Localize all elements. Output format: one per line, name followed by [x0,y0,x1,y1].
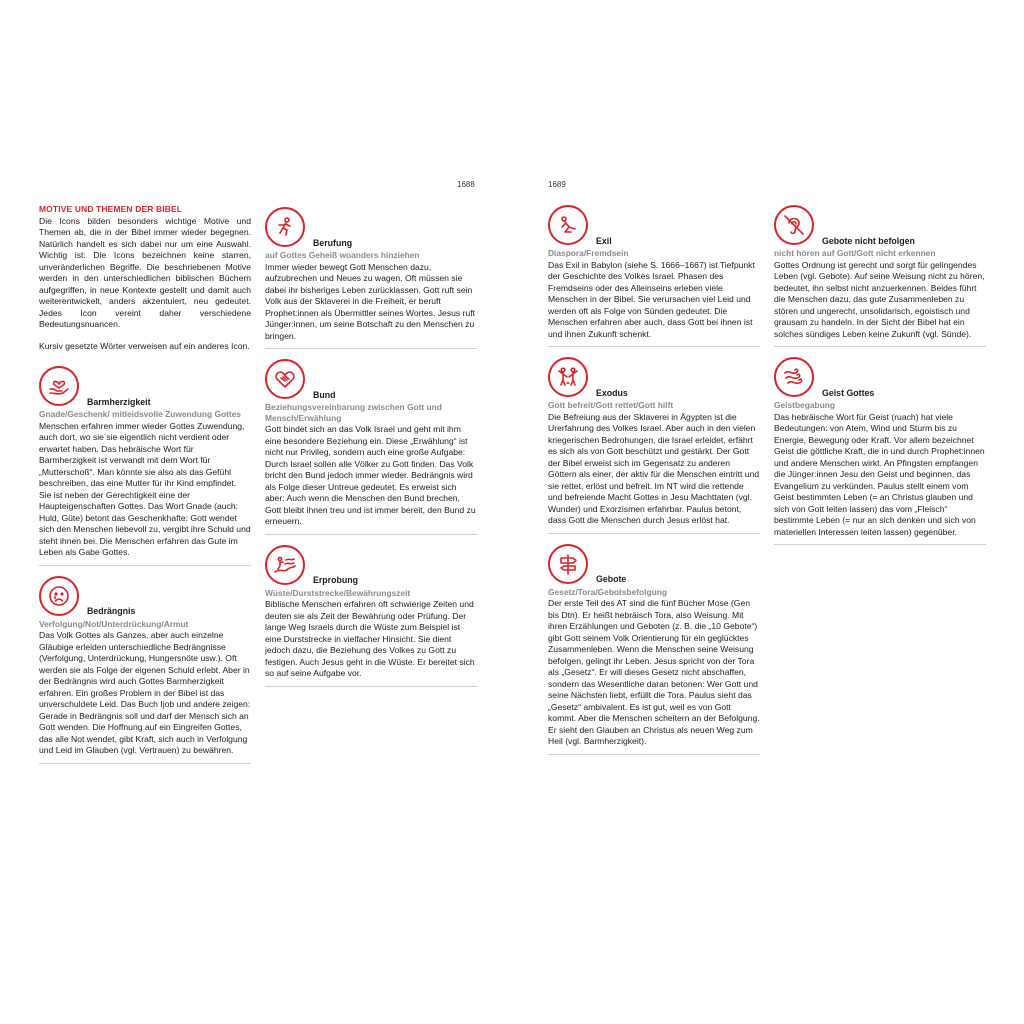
entry-subtitle: Gnade/Geschenk/ mitleidsvolle Zuwendung Gottes [39,409,241,419]
entry-title: Erprobung [313,575,358,585]
entry-exodus [548,357,760,534]
intro [39,204,251,352]
entry-subtitle: Diaspora/Fremdsein [548,248,629,258]
entry-title: Gebote nicht befolgen [822,235,915,246]
entry-body: Biblische Menschen erfahren oft schwierige Zeiten und deuten sie als Zeit der Bewährung oder Prüfung. Der lange Weg Israels durch die Wüste zum Beispiel ist eine Durststrecke in vielfacher Hinsicht. Sie dient jedoch dazu, die Beziehung des Volkes zu Gott zu festigen. Auch Jesus geht in die Wüste. Er bereitet sich so auf seine Aufgabe vor. [265,599,475,678]
entry-title: Barmherzigkeit [87,396,151,407]
entry-subtitle: auf Gottes Geheiß woanders hinziehen [265,250,420,260]
page-number-right: 1689 [548,180,566,189]
entry-erprobung [265,545,477,687]
entry-body: Der erste Teil des AT sind die fünf Bücher Mose (Gen bis Dtn). Er heißt hebräisch Tora, also Weisung. Mit ihren Erzählungen und Geboten (z. B. die „10 Gebote“) gibt Gott seinem Volk Orientierung für ein geglücktes Zusammenleben. Wenn die Menschen seine Weisung befolgen, gelingt ihr Leben. Jesus spricht von der Tora als „Gesetz“. Er will dieses Gesetz nicht abschaffen, sondern das Wesentliche daran betonen: Wer Gott und seine Nächsten liebt, erfüllt die Tora. Paulus sieht das „Gesetz“ ambivalent. Es ist gut, weil es von Gott kommt. Aber die Menschen scheitern an der Befolgung. Er sieht den Glauben an Christus als neuen Weg zum Heil (vgl. Barmherzigkeit). [548,598,760,746]
desert-path-icon [265,545,305,585]
entry-bedraengnis [39,576,251,764]
entry-bund [265,359,477,535]
entry-subtitle: Geistbegabung [774,400,835,410]
entry-geist-gottes [774,357,986,545]
entry-body: Die Befreiung aus der Sklaverei in Ägypten ist die Urerfahrung des Volkes Israel. Aber auch in den vielen kriegerischen Bedrohungen, die Israel erleidet, erfährt es sich als von Gott beschützt und gestärkt. Der Gott der Bibel erweist sich im Gegensatz zu anderen Göttern als einer, der aktiv für die Menschen eintritt und sie rettet, erlöst und befreit. Im NT wird die rettende und befreiende Macht Gottes in Jesu Machttaten (vgl. Wunder) und Exorzismen erfahrbar. Paulus betont, dass Gott die Menschen durch Jesus erlöst hat. [548,411,760,525]
page-number-left: 1688 [457,180,475,189]
entry-title: Exil [596,235,612,246]
crossed-ear-icon [774,205,814,245]
entry-barmherzigkeit [39,366,251,566]
wind-swirl-icon [774,357,814,397]
entry-body: Das Exil in Babylon (siehe S. 1666–1667) ist Tiefpunkt der Geschichte des Volkes Israel. Phasen des Fremdseins oder des Alleinseins erleben viele Menschen in der Bibel. Sie verursachen viel Leid und werden oft als Folge von Sünden gedeutet. Die Menschen erfahren aber auch, dass Gott bei ihnen ist und ihnen Zukunft schenkt. [548,259,755,339]
entry-subtitle: Wüste/Durststrecke/Bewährungszeit [265,587,411,598]
entry-subtitle: Verfolgung/Not/Unterdrückung/Armut [39,618,189,629]
column-1 [39,204,251,774]
signpost-icon [548,544,588,584]
running-person-icon [265,207,305,247]
entry-body: Gottes Ordnung ist gerecht und sorgt für gelingendes Leben (vgl. Gebote). Auf seine Weisung nicht zu hören, bedeutet, ihn selbst nicht anzuerkennen. Beides führt die Menschen dazu, das gute Zusammenleben zu stören und ungerecht, unsolidarisch, egoistisch und grausam zu handeln. In der Sicht der Bibel hat ein solches sündiges Leben keine Zukunft (vgl. Sünde). [774,259,985,339]
entry-subtitle: Gott befreit/Gott rettet/Gott hilft [548,400,674,410]
hand-heart-icon [39,366,79,406]
column-3 [548,205,760,765]
entry-title: Gebote [596,574,627,584]
intro-text: Die Icons bilden besonders wichtige Motive und Themen ab, die in der Bibel immer wieder begegnen. Natürlich handelt es sich dabei nur um eine Auswahl. Wichtig ist: Die Icons bezeichnen keine starren, unveränderlichen Begriffe. Die beschriebenen Motive werden in den unterschiedlichen biblischen Büchern aufgegriffen, in neue Kontexte gestellt und damit auch weiterentwickelt, anders akzentuiert, neu gedeutet. Jedes Icon vereint daher verschiedene Bedeutungsnuancen. [39,215,251,329]
entry-title: Exodus [596,387,628,398]
entry-title: Bedrängnis [87,606,136,616]
entry-subtitle: nicht hören auf Gott/Gott nicht erkennen [774,248,936,258]
entry-body: Menschen erfahren immer wieder Gottes Zuwendung, auch dort, wo sie sie eigentlich nicht verdient oder erwartet haben. Das hebräische Wort für Barmherzigkeit ist verwandt mit dem Wort für „Mutterschoß“. Man könnte sie also als das Gefühl beschreiben, das eine Mutter für ihr Kind empfindet. Sie ist neben der Gerechtigkeit eine der Haupteigenschaften Gottes. Das Wort Gnade (auch: Huld, Güte) betont das Geschenkhafte: Gott wendet sich den Menschen liebevoll zu, vergibt ihre Schuld und steht ihnen bei. Die Menschen erfahren das Gute im Leben als Gabe Gottes. [39,420,251,557]
entry-gebote-nicht-befolgen [774,205,986,347]
entry-title: Berufung [313,237,353,248]
column-4 [774,205,986,555]
column-2 [265,207,477,697]
entry-gebote [548,544,760,755]
sad-face-icon [39,576,79,616]
entry-exil [548,205,760,347]
entry-subtitle: Gesetz/Tora/Gebotsbefolgung [548,586,667,597]
entry-subtitle: Beziehungsvereinbarung zwischen Gott und Mensch/Erwählung [265,402,442,423]
entry-title: Geist Gottes [822,387,875,398]
entry-body: Immer wieder bewegt Gott Menschen dazu, aufzubrechen und Neues zu wagen. Oft müssen sie dabei ihr bisheriges Leben zurücklassen. Gott ruft sein Volk aus der Sklaverei in die Freiheit, er beruft Prophet:innen als Übermittler seines Wortes. Jesus ruft Jünger:innen, um seine Botschaft zu den Menschen zu bringen. [265,261,476,341]
entry-body: Gott bindet sich an das Volk Israel und geht mit ihm eine besondere Beziehung ein. Diese „Erwählung“ ist nicht nur Privileg, sondern auch eine große Aufgabe: Durch Israel sollen alle Völker zu Gott finden. Das Volk bricht den Bund jedoch immer wieder. Bedrängnis wird als Folge dieser Untreue gedeutet. Es erweist sich aber: Auch wenn die Menschen den Bund brechen, Gott bleibt ihnen treu und ist immer bereit, den Bund zu erneuern. [265,424,476,526]
intro-title: MOTIVE UND THEMEN DER BIBEL [39,204,183,214]
entry-body: Das hebräische Wort für Geist (ruach) hat viele Bedeutungen: von Atem, Wind und Sturm bis zu Energie, Bewegung oder Kraft. Vor allem bezeichnet Geist die göttliche Kraft, die in und durch Prophet:innen und andere Menschen wirkt. An Pfingsten empfangen die Jünger:innen Jesu den Geist und beginnen, das Evangelium zu verkünden. Paulus stellt einem vom Geist bestimmten Leben (= an Christus glauben und sich von Gott leiten lassen) das vom „Fleisch“ bestimmte Leben (= nur an sich denken und sich von materiellen Interessen leiten lassen) gegenüber. [774,411,985,537]
entry-berufung [265,207,477,349]
kneeling-person-icon [548,205,588,245]
handshake-heart-icon [265,359,305,399]
entry-body: Das Volk Gottes als Ganzes, aber auch einzelne Gläubige erleiden unterschiedliche Bedrängnisse (Verfolgung, Unterdrückung, Hungersnöte usw.). Oft werden sie als Folge der eigenen Schuld erlebt. Aber in der Bedrängnis wird auch Gottes Barmherzigkeit erfahren. Ein großes Problem in der Bibel ist das unverschuldete Leid. Das Buch Ijob und andere zeigen: Gerade in Bedrängnis soll und darf der Mensch sich an Gott wenden. Die Hoffnung auf ein Eingreifen Gottes, das alle Not wendet, gibt Kraft, sich auch in Verfolgung und Leid im Glauben (vgl. Vertrauen) zu bewähren. [39,630,251,755]
entry-title: Bund [313,389,336,400]
freed-people-icon [548,357,588,397]
intro-note: Kursiv gesetzte Wörter verweisen auf ein anderes Icon. [39,340,250,351]
